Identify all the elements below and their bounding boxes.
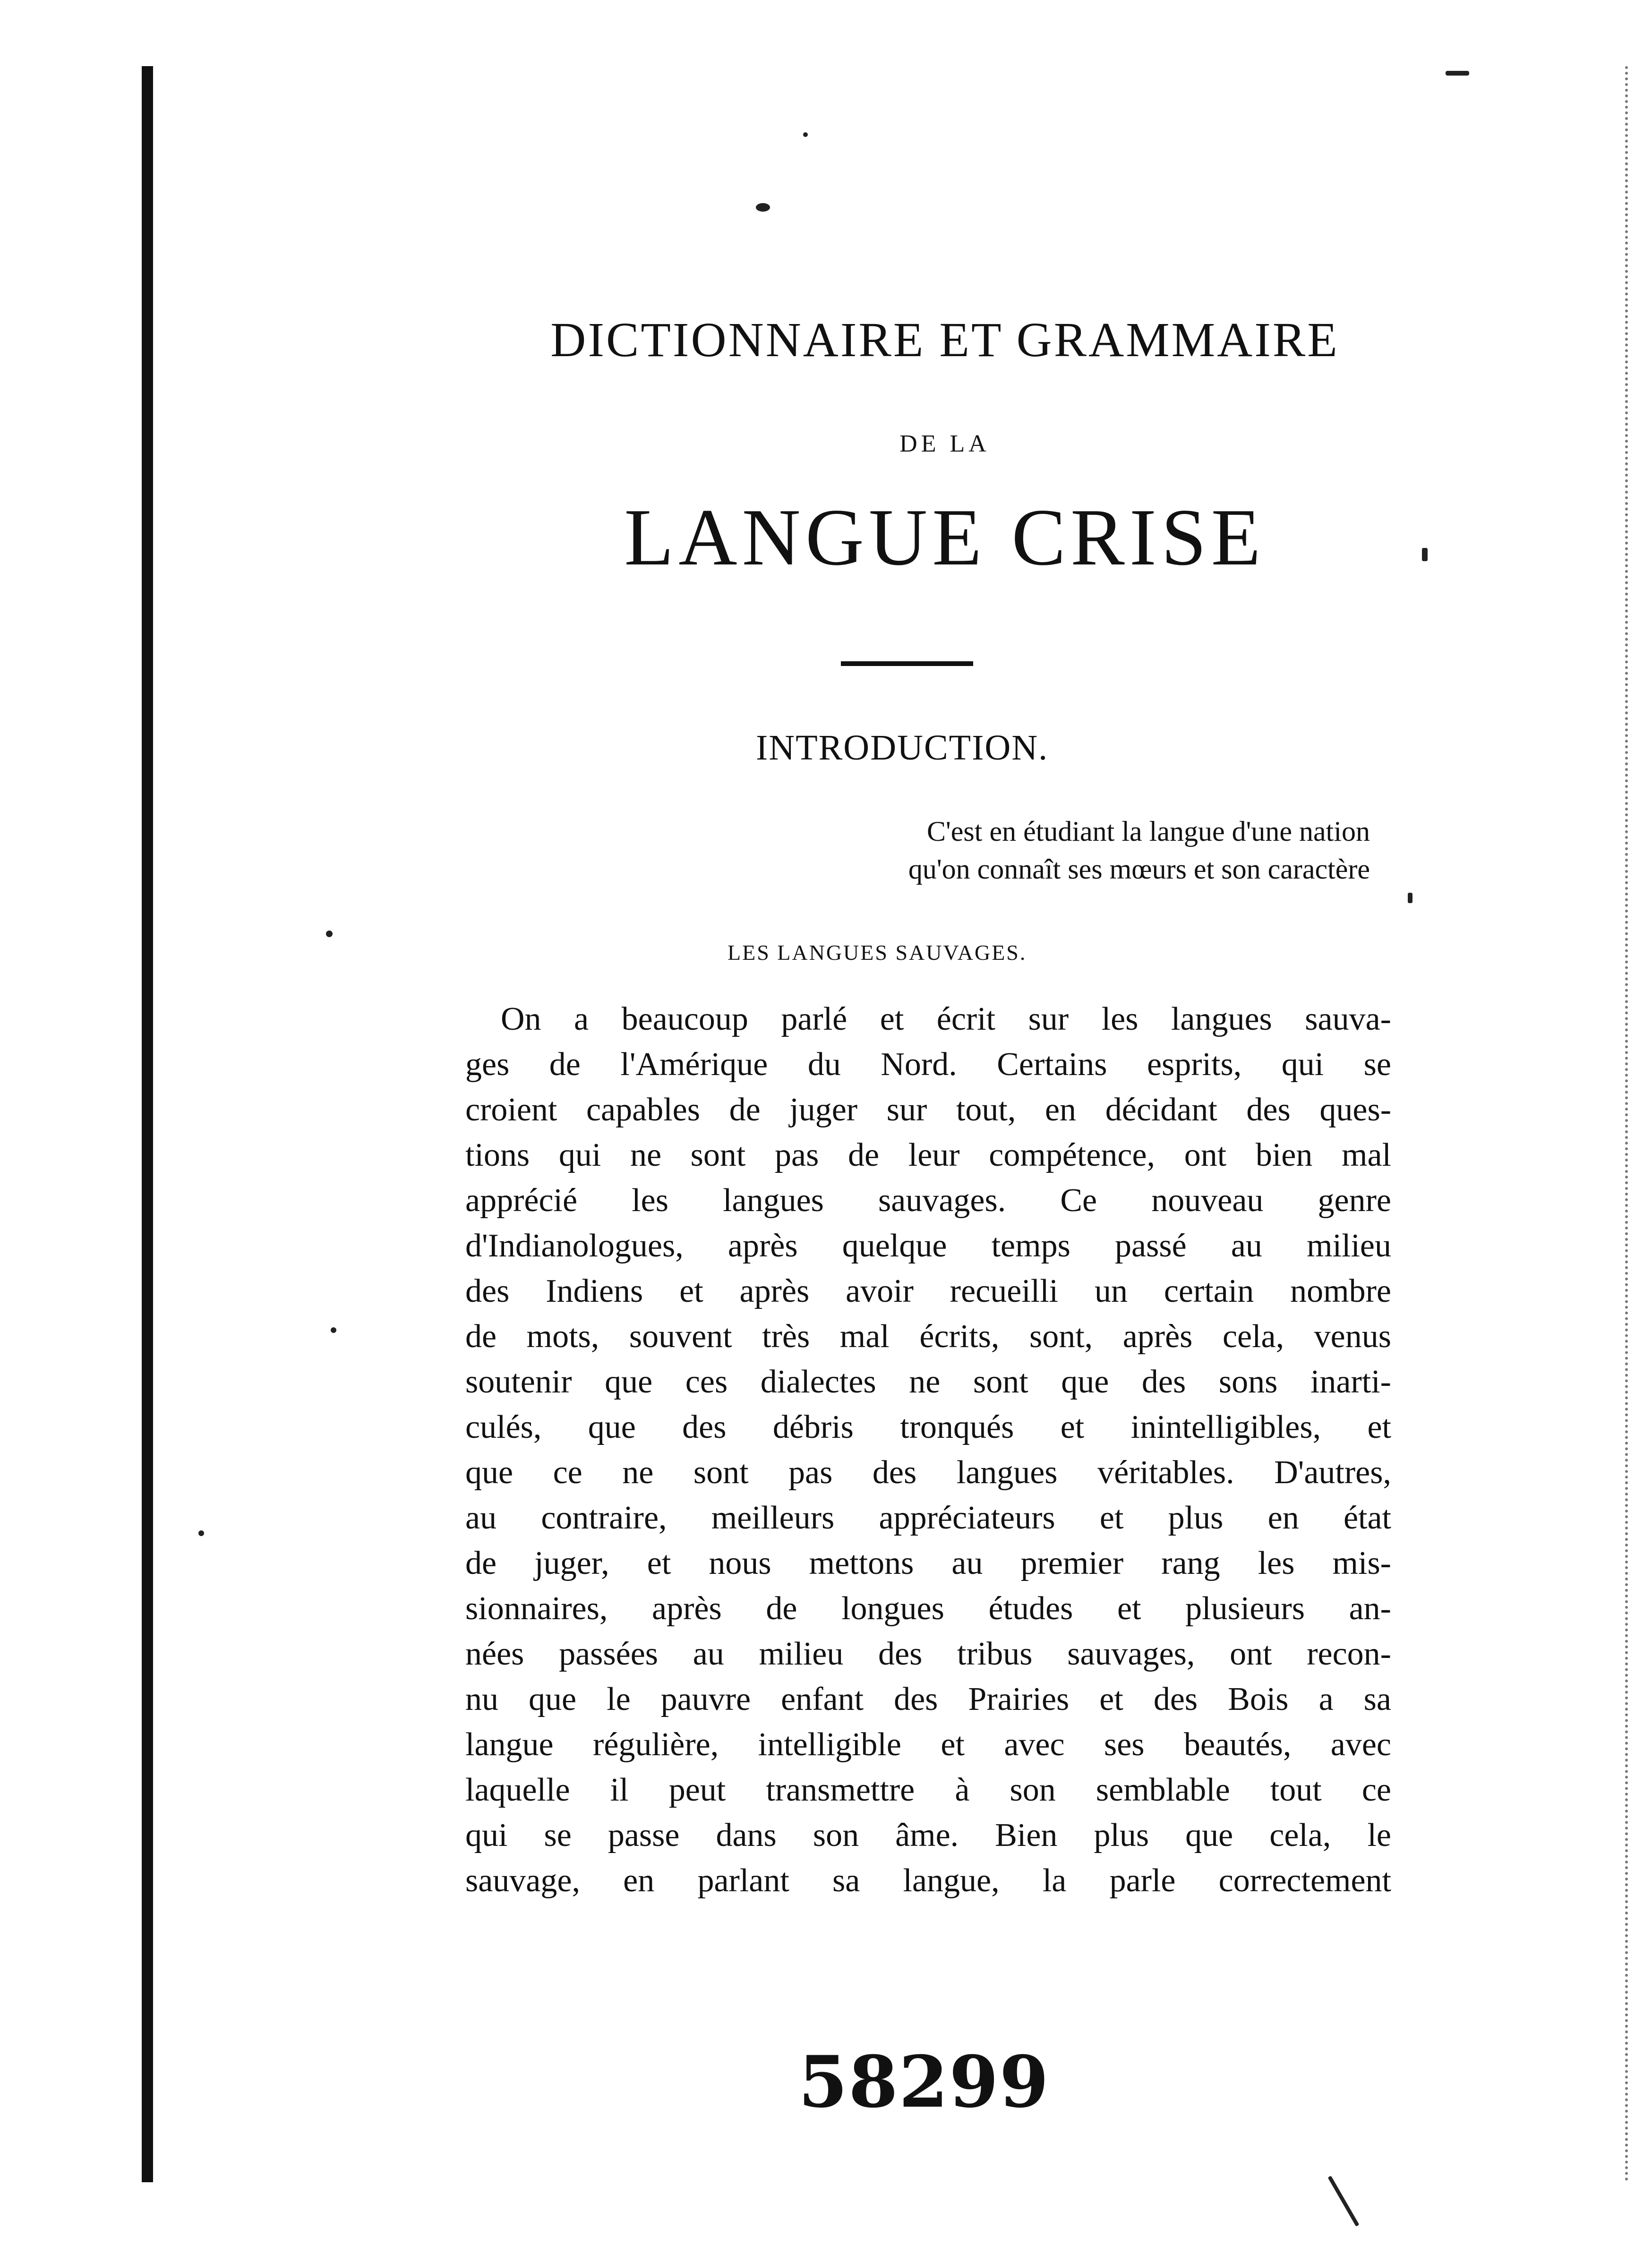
scan-speck	[803, 132, 808, 137]
body-line: nées passées au milieu des tribus sauvages, ont recon-	[465, 1636, 1391, 1672]
page-number: 58299	[798, 2041, 1050, 2124]
scan-speck	[1422, 548, 1428, 561]
scan-speck	[1408, 893, 1412, 903]
body-line: sauvage, en parlant sa langue, la parle correctement	[465, 1862, 1391, 1899]
body-line: de mots, souvent très mal écrits, sont, après cela, venus	[465, 1318, 1391, 1355]
binding-edge-shadow	[142, 66, 153, 2182]
body-line: culés, que des débris tronqués et inintelligibles, et	[465, 1409, 1391, 1445]
scan-speck	[198, 1530, 204, 1536]
title-rule	[841, 661, 973, 666]
body-line: langue régulière, intelligible et avec ses beautés, avec	[465, 1726, 1391, 1763]
scan-speck	[756, 203, 770, 212]
body-line: apprécié les langues sauvages. Ce nouveau genre	[465, 1182, 1391, 1219]
section-heading: INTRODUCTION.	[756, 728, 1049, 768]
body-line: tions qui ne sont pas de leur compétence, ont bien mal	[465, 1137, 1391, 1173]
body-paragraph	[465, 997, 1391, 1904]
body-line: de juger, et nous mettons au premier rang les mis-	[465, 1545, 1391, 1581]
body-line: qui se passe dans son âme. Bien plus que cela, le	[465, 1817, 1391, 1853]
epigraph	[746, 812, 1370, 888]
body-line: des Indiens et après avoir recueilli un certain nombre	[465, 1273, 1391, 1309]
right-page-edge	[1625, 66, 1630, 2182]
body-line: On a beaucoup parlé et écrit sur les langues sauva-	[501, 1001, 1391, 1037]
body-line: croient capables de juger sur tout, en décidant des ques-	[465, 1092, 1391, 1128]
body-line: soutenir que ces dialectes ne sont que des sons inarti-	[465, 1364, 1391, 1400]
body-line: au contraire, meilleurs appréciateurs et plus en état	[465, 1500, 1391, 1536]
body-line: laquelle il peut transmettre à son semblable tout ce	[465, 1772, 1391, 1808]
epigraph-line: C'est en étudiant la langue d'une nation	[926, 816, 1370, 847]
epigraph-line: qu'on connaît ses mœurs et son caractère	[908, 854, 1370, 885]
body-line: que ce ne sont pas des langues véritables. D'autres,	[465, 1454, 1391, 1491]
body-line: ges de l'Amérique du Nord. Certains esprits, qui se	[465, 1046, 1391, 1083]
scan-speck	[331, 1327, 336, 1333]
body-line: d'Indianologues, après quelque temps passé au milieu	[465, 1228, 1391, 1264]
title-line-2: DE LA	[899, 430, 990, 457]
scan-speck	[326, 931, 333, 937]
scan-speck	[1328, 2176, 1360, 2227]
title-line-1: DICTIONNAIRE ET GRAMMAIRE	[550, 313, 1339, 367]
scan-speck	[1446, 71, 1469, 76]
subheading: LES LANGUES SAUVAGES.	[728, 940, 1027, 965]
body-line: nu que le pauvre enfant des Prairies et des Bois a sa	[465, 1681, 1391, 1717]
title-line-3: LANGUE CRISE	[624, 493, 1266, 582]
body-line: sionnaires, après de longues études et plusieurs an-	[465, 1590, 1391, 1627]
